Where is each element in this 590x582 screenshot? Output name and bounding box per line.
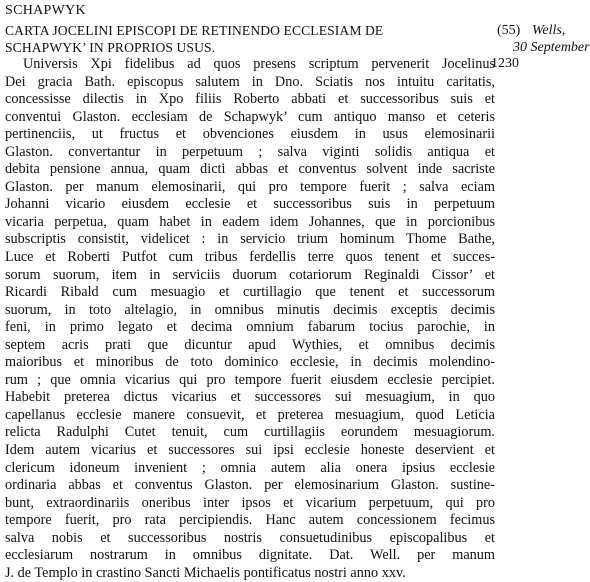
text-line: Ricardi Ribald cum mesuagio et curtillagio que tenent et successorum (5, 284, 495, 301)
text-line: subscriptis consistit, videlicet : in servicio trium hominum Thome Bathe, (5, 231, 495, 248)
text-line: clericum idoneum invenient ; omnia autem alia onera ipsius ecclesie (5, 459, 495, 476)
text-line: Glaston. per manum elemosinarii, qui pro tempore fuerit ; salva eciam (5, 178, 495, 195)
text-line: relicta Radulphi Cutet tenuit, cum curtillagiis eorundem mesuagiorum. (5, 424, 495, 441)
text-line: feni, in primo legato et decima omnium fabarum tocius parochie, in (5, 319, 495, 336)
text-line: ecclesiarum nostrarum in omnibus dignitate. Dat. Well. per manum (5, 547, 495, 564)
text-line: sorum suorum, item in serviciis duorum cotariorum Reginaldi Cissor’ et (5, 266, 495, 283)
charter-title (5, 22, 383, 56)
text-line: tempore fuerit, pro rata percipiendis. Hanc autem concessionem fecimus (5, 512, 495, 529)
place-heading: SCHAPWYK (5, 3, 86, 18)
text-line: Habebit preterea dictus vicarius et successores sui mesuagium, in quo (5, 389, 495, 406)
charter-number: (55) (497, 23, 521, 38)
text-line: suorum, in toto altelagio, in omnibus minutis decimis exceptis decimis (5, 301, 495, 318)
text-line: conventui Glaston. ecclesiam de Schapwyk’ cum antiquo manso et ceteris (5, 108, 495, 125)
text-line: vicaria perpetua, quam habet in eadem idem Johannes, que in porcionibus (5, 213, 495, 230)
text-line: debita pensione annua, quam dicti abbas et conventus solvent inde sacriste (5, 161, 495, 178)
text-line: salva nobis et successoribus nostris consuetudinibus episcopalibus et (5, 529, 495, 546)
text-line: bunt, extraordinariis oneribus inter ipsos et vicarium perpetuum, qui pro (5, 494, 495, 511)
text-line: Dei gracia Bath. episcopus salutem in Dno. Sciatis nos intuitu caritatis, (5, 73, 495, 90)
text-line: Luce et Roberti Putfot cum tribus ferdellis terre quos tenent et succes- (5, 249, 495, 266)
text-line: pertinenciis, ut fructus et obvenciones eiusdem in usus elemosinarii (5, 126, 495, 143)
text-line: Johanni vicario eiusdem ecclesie et successoribus suis in perpetuum (5, 196, 495, 213)
text-line: maioribus et minoribus de toto dominico ecclesie, in decimis molendino- (5, 354, 495, 371)
text-line: rum ; que omnia vicarius qui pro tempore fuerit eiusdem ecclesie percipiet. (5, 371, 495, 388)
text-line: concessisse dilectis in Xpo filiis Roberto abbati et successoribus suis et (5, 91, 495, 108)
charter-text (5, 56, 495, 582)
charter-title-line-1: CARTA JOCELINI EPISCOPI DE RETINENDO ECCLESIAM DE (5, 23, 384, 38)
text-line: septem acris prati que dicuntur apud Wythies, et omnibus decimis (5, 336, 495, 353)
text-line: ordinaria abbas et conventus Glaston. per elemosinarium Glaston. sustine- (5, 477, 495, 494)
margin-date: 30 September (513, 40, 590, 55)
charter-title-line-2: SCHAPWYK’ IN PROPRIOS USUS. (5, 40, 216, 55)
margin-place: Wells, (532, 23, 566, 38)
text-line: Universis Xpi fidelibus ad quos presens scriptum pervenerit Jocelinus (23, 56, 495, 72)
text-line: Idem autem vicarius et successores sui ipsi ecclesie honeste deservient et (5, 442, 495, 459)
text-line: Glaston. convertantur in perpetuum ; salva viginti solidis antiqua et (5, 143, 495, 160)
text-line: capellanus ecclesie manere consuevit, et preterea mesuagium, quod Leticia (5, 406, 495, 423)
text-line: J. de Templo in crastino Sancti Michaelis pontificatus nostri anno xxv. (5, 564, 406, 581)
margin-year: 1230 (491, 56, 519, 71)
